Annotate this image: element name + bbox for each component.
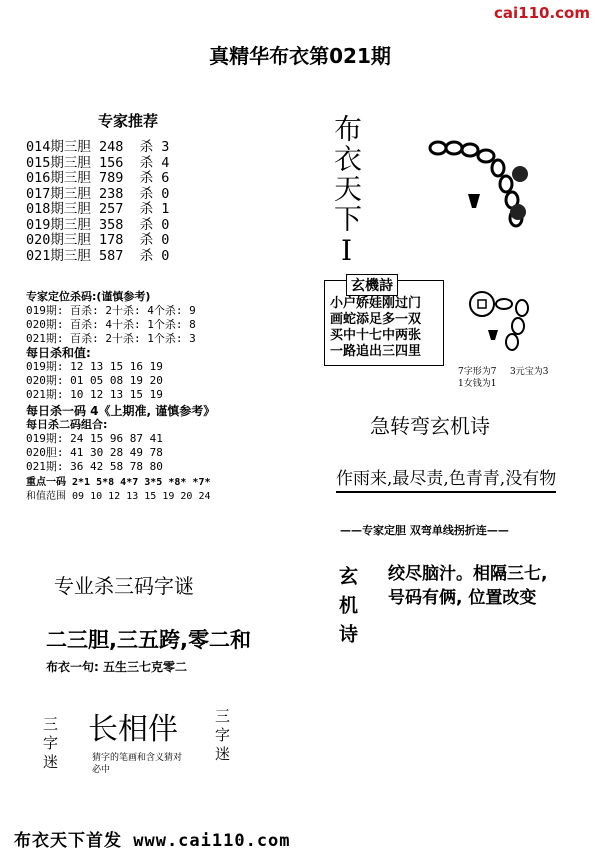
riddle-title: 专业杀三码字谜: [54, 574, 194, 598]
expert-row: 014期三胆 248 杀 3: [26, 139, 170, 155]
expert-row: 020期三胆 178 杀 0: [26, 232, 170, 248]
expert-row: 015期三胆 156 杀 4: [26, 154, 170, 171]
riddle-line: 二三胆,三五跨,零二和: [46, 628, 251, 652]
page-title: 真精华布衣第021期: [209, 44, 391, 68]
footer-text: 布衣天下首发 www.cai110.com: [14, 831, 291, 851]
site-watermark: cai110.com: [494, 4, 590, 22]
combo-title: 每日杀二码组合:: [26, 418, 108, 431]
buyi-vertical: 布衣天下I: [330, 114, 363, 269]
three-riddle-hint: 猜字的笔画和含义猜对必中: [92, 753, 183, 775]
sum-rows: [26, 360, 246, 402]
poem-line: 画蛇添足多一双: [330, 312, 422, 327]
expert-row: 021期三胆 587 杀 0: [26, 247, 170, 264]
combo-row: 021期: 36 42 58 78 80: [26, 460, 163, 473]
pos-row: 021期: 百杀: 2十杀: 1个杀: 3: [26, 332, 196, 345]
position-kill-block: [26, 290, 246, 504]
daily-kill-title: 每日杀一码 4《上期准, 谨慎参考》: [26, 404, 216, 418]
pos-row: 020期: 百杀: 4十杀: 1个杀: 8: [26, 318, 196, 331]
jizhuan-title: 急转弯玄机诗: [370, 414, 490, 438]
dash-right: ——: [486, 524, 509, 537]
expert-rows: [26, 140, 169, 264]
pos-rows: [26, 304, 246, 346]
note-7: 7字形为7: [458, 367, 497, 377]
expert-row: 017期三胆 238 杀 0: [26, 185, 170, 202]
expert-row: 016期三胆 789 杀 6: [26, 170, 170, 186]
buyi-line: 布衣一句: 五生三七克零二: [46, 660, 187, 674]
range-line: 和值范围 09 10 12 13 15 19 20 24: [26, 491, 211, 502]
xuanji-lines: [388, 562, 547, 610]
poem-line: 小户娇娃刚过门: [330, 296, 422, 311]
dash-left: ——: [340, 524, 362, 537]
poem-line: 买中十七中两张: [330, 328, 422, 343]
xuanji-line: 号码有俩, 位置改变: [388, 588, 537, 608]
combo-rows: [26, 432, 246, 474]
sum-row: 019期: 12 13 15 16 19: [26, 360, 163, 373]
combo-row: 019期: 24 15 96 87 41: [26, 432, 163, 445]
note-3: 3元宝为3: [510, 367, 549, 377]
poem-lines: [330, 296, 421, 360]
three-riddle-center: 长相伴: [88, 712, 178, 747]
expert-position-text: 专家定胆 双弯单线拐折连: [362, 524, 487, 537]
focus-line: 重点一码 2*1 5*8 4*7 3*5 *8* *7*: [26, 477, 211, 488]
expert-title: 专家推荐: [98, 112, 159, 130]
expert-row: 018期三胆 257 杀 1: [26, 201, 170, 217]
xuanji-line: 绞尽脑汁。相隔三七,: [388, 564, 548, 584]
chain-figure-icon: [420, 134, 540, 244]
sum-row: 020期: 01 05 08 19 20: [26, 374, 163, 387]
three-riddle-right: 三字迷: [213, 708, 231, 765]
three-riddle-left: 三字迷: [41, 716, 59, 773]
poem-title: 玄機詩: [346, 274, 398, 296]
pos-row: 019期: 百杀: 2十杀: 4个杀: 9: [26, 304, 196, 317]
expert-row: 019期三胆 358 杀 0: [26, 216, 170, 233]
note-1: 1女钱为1: [458, 379, 497, 389]
poem-line: 一路追出三四里: [330, 344, 422, 359]
sum-title: 每日杀和值:: [26, 346, 91, 360]
jizhuan-line: 作雨来,最尽责,色青青,没有物: [336, 464, 556, 493]
pos-title: 专家定位杀码:(谨慎参考): [26, 290, 151, 303]
coin-figure-icon: [464, 286, 544, 356]
expert-position: [340, 522, 509, 538]
combo-row: 020胆: 41 30 28 49 78: [26, 446, 163, 459]
xuanji-vertical: 玄机诗: [336, 566, 358, 653]
sum-row: 021期: 10 12 13 15 19: [26, 388, 163, 401]
